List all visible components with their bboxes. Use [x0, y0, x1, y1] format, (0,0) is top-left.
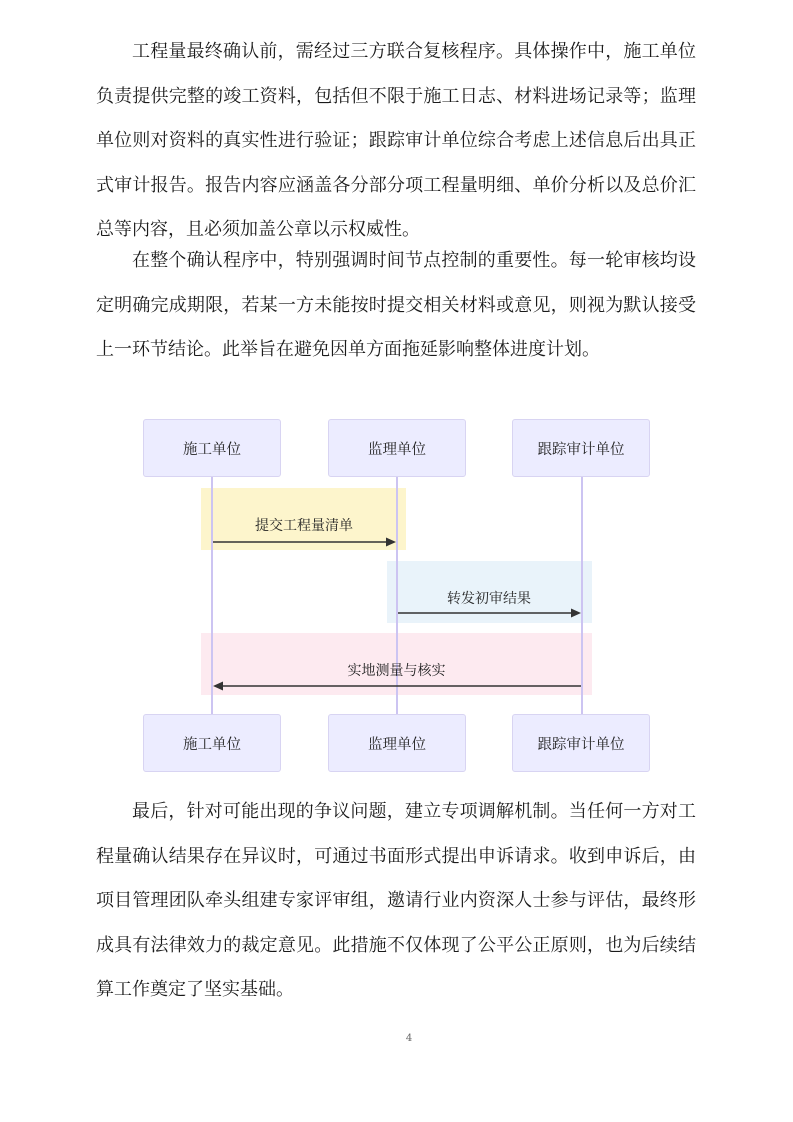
sequence-diagram: [140, 415, 655, 777]
participant-supervisor-bottom: 监理单位: [328, 714, 466, 772]
paragraph-time-control: 在整个确认程序中，特别强调时间节点控制的重要性。每一轮审核均设定明确完成期限，若某一方未能按时提交相关材料或意见，则视为默认接受上一环节结论。此举旨在避免因单方面拖延影响整体进度计划。: [96, 250, 696, 360]
participant-auditor-top: 跟踪审计单位: [512, 419, 650, 477]
message-label-forward-preliminary: 转发初审结果: [447, 591, 531, 607]
paragraph-dispute-mechanism: 最后，针对可能出现的争议问题，建立专项调解机制。当任何一方对工程量确认结果存在异议时，可通过书面形式提出申诉请求。收到申诉后，由项目管理团队牵头组建专家评审组，邀请行业内资深人士参与评估，最终形成具有法律效力的裁定意见。此措施不仅体现了公平公正原则，也为后续结算工作奠定了坚实基础。: [96, 801, 696, 1000]
participant-auditor-bottom: 跟踪审计单位: [512, 714, 650, 772]
participant-contractor-top: 施工单位: [143, 419, 281, 477]
arrow-field-measurement: [213, 682, 581, 691]
message-label-field-measurement: 实地测量与核实: [347, 663, 446, 679]
message-label-submit-quantities: 提交工程量清单: [255, 518, 353, 534]
arrow-forward-preliminary: [398, 609, 581, 618]
message-arrows: [140, 415, 655, 777]
participant-contractor-bottom: 施工单位: [143, 714, 281, 772]
paragraph-review-procedure: 工程量最终确认前，需经过三方联合复核程序。具体操作中，施工单位负责提供完整的竣工资料，包括但不限于施工日志、材料进场记录等；监理单位则对资料的真实性进行验证；跟踪审计单位综合考虑上述信息后出具正式审计报告。报告内容应涵盖各分部分项工程量明细、单价分析以及总价汇总等内容，且必须加盖公章以示权威性。: [96, 41, 696, 240]
arrow-submit-quantities: [213, 538, 396, 547]
participant-supervisor-top: 监理单位: [328, 419, 466, 477]
page-number: 4: [405, 1033, 413, 1044]
